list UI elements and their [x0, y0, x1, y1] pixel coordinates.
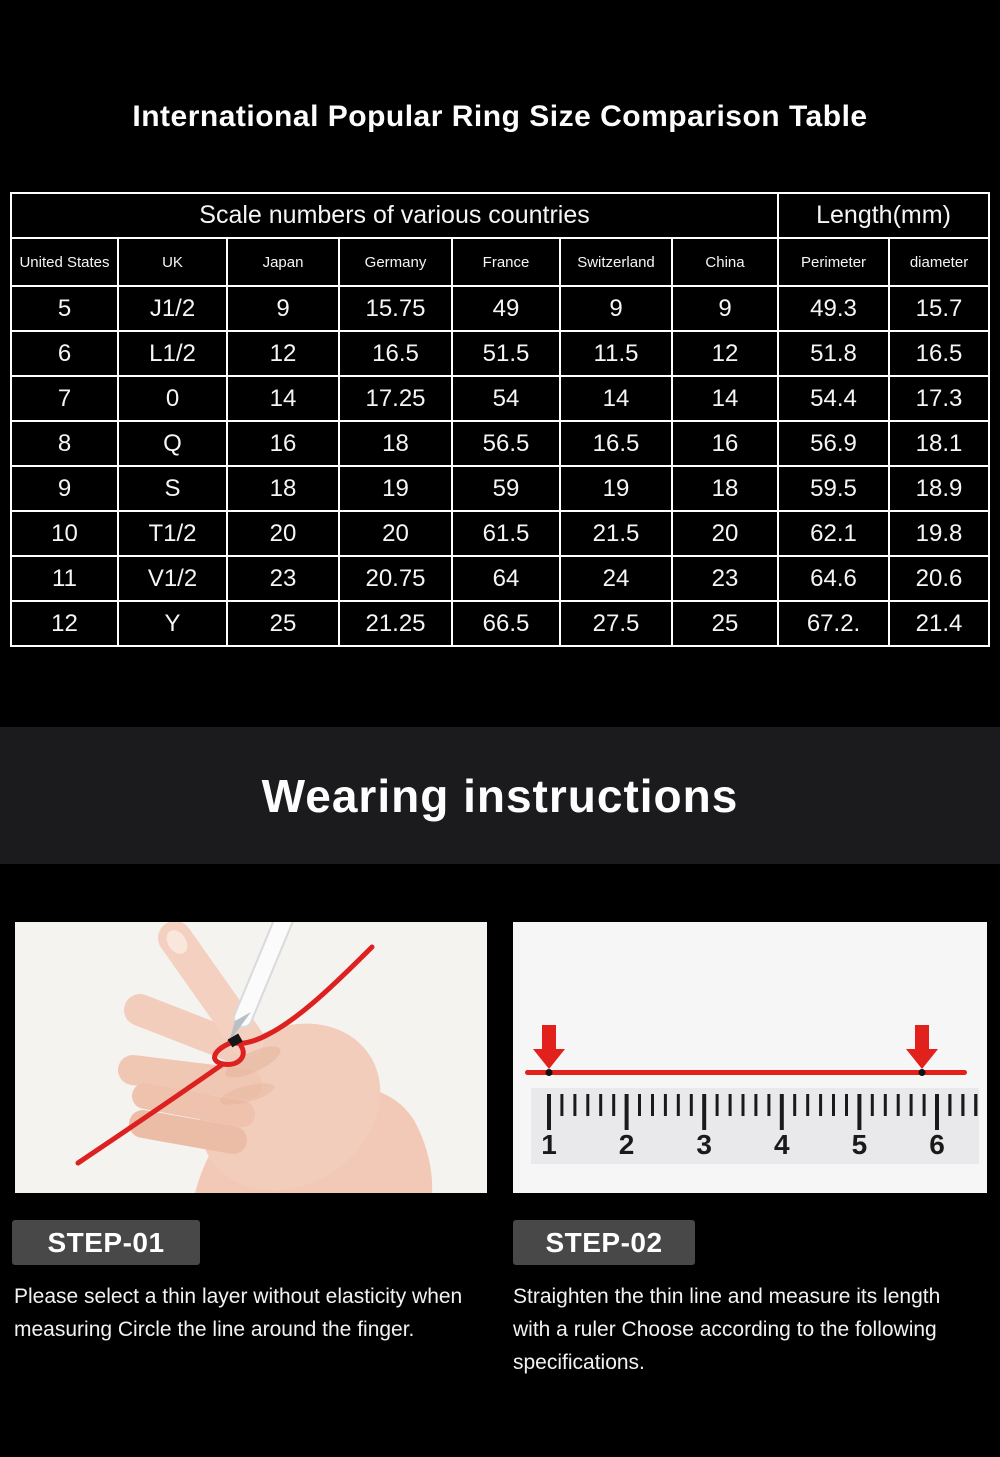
table-cell: 19 — [339, 466, 452, 511]
table-cell: 21.25 — [339, 601, 452, 646]
group-header-countries: Scale numbers of various countries — [11, 193, 778, 238]
ruler-number: 2 — [618, 1129, 635, 1160]
table-cell: T1/2 — [118, 511, 227, 556]
table-cell: 19 — [560, 466, 672, 511]
table-cell: 9 — [672, 286, 778, 331]
step-01-description: Please select a thin layer without elasticity when measuring Circle the line around the finger. — [14, 1285, 463, 1341]
table-cell: 11 — [11, 556, 118, 601]
table-cell: 12 — [11, 601, 118, 646]
table-cell: 23 — [672, 556, 778, 601]
table-cell: Q — [118, 421, 227, 466]
table-cell: 0 — [118, 376, 227, 421]
table-cell: 7 — [11, 376, 118, 421]
ring-size-table — [10, 192, 990, 647]
table-cell: Y — [118, 601, 227, 646]
table-cell: 20 — [672, 511, 778, 556]
table-cell: J1/2 — [118, 286, 227, 331]
table-cell: S — [118, 466, 227, 511]
ruler-illustration-svg — [513, 922, 987, 1193]
table-cell: 18.9 — [889, 466, 989, 511]
table-cell: 14 — [672, 376, 778, 421]
table-row — [11, 601, 989, 646]
col-header: France — [452, 238, 560, 286]
table-cell: 23 — [227, 556, 339, 601]
table-cell: 24 — [560, 556, 672, 601]
table-row — [11, 376, 989, 421]
table-cell: 54 — [452, 376, 560, 421]
table-cell: 56.9 — [778, 421, 889, 466]
table-cell: 18 — [339, 421, 452, 466]
table-group-header-row — [11, 193, 989, 238]
table-column-header-row — [11, 238, 989, 286]
table-cell: 18 — [672, 466, 778, 511]
table-cell: 67.2. — [778, 601, 889, 646]
ruler-number: 1 — [541, 1129, 557, 1160]
page-title: International Popular Ring Size Comparison Table — [132, 100, 868, 133]
step-02-description: Straighten the thin line and measure its length with a ruler Choose according to the following specifications. — [513, 1285, 941, 1374]
table-row — [11, 511, 989, 556]
table-cell: V1/2 — [118, 556, 227, 601]
table-cell: 51.5 — [452, 331, 560, 376]
table-cell: 54.4 — [778, 376, 889, 421]
table-cell: 6 — [11, 331, 118, 376]
ruler-number: 3 — [696, 1129, 712, 1160]
table-cell: 14 — [227, 376, 339, 421]
table-cell: 64 — [452, 556, 560, 601]
table-cell: 27.5 — [560, 601, 672, 646]
table-cell: 25 — [672, 601, 778, 646]
table-cell: 59.5 — [778, 466, 889, 511]
step-01-label: STEP-01 — [47, 1226, 165, 1258]
table-cell: 9 — [227, 286, 339, 331]
table-cell: 15.7 — [889, 286, 989, 331]
hand-string-pen-photo — [15, 922, 487, 1193]
ruler-number: 6 — [929, 1129, 945, 1160]
table-cell: 16.5 — [889, 331, 989, 376]
table-cell: 10 — [11, 511, 118, 556]
table-cell: 11.5 — [560, 331, 672, 376]
table-cell: 19.8 — [889, 511, 989, 556]
table-cell: 64.6 — [778, 556, 889, 601]
col-header: Japan — [227, 238, 339, 286]
table-cell: 20.75 — [339, 556, 452, 601]
hand-illustration-svg — [15, 922, 487, 1193]
col-header: diameter — [889, 238, 989, 286]
table-cell: 16.5 — [560, 421, 672, 466]
table-cell: 66.5 — [452, 601, 560, 646]
ruler-number: 5 — [851, 1129, 868, 1160]
table-cell: 51.8 — [778, 331, 889, 376]
ruler-with-arrows — [513, 922, 987, 1193]
table-cell: 16 — [672, 421, 778, 466]
col-header: China — [672, 238, 778, 286]
table-cell: 17.3 — [889, 376, 989, 421]
table-cell: 49.3 — [778, 286, 889, 331]
section-band — [0, 727, 1000, 864]
step-01-badge — [12, 1220, 200, 1265]
table-cell: 14 — [560, 376, 672, 421]
table-cell: 56.5 — [452, 421, 560, 466]
table-row — [11, 421, 989, 466]
col-header: UK — [118, 238, 227, 286]
table-cell: 20 — [339, 511, 452, 556]
table-cell: 15.75 — [339, 286, 452, 331]
section-title: Wearing instructions — [261, 769, 739, 822]
table-row — [11, 556, 989, 601]
table-cell: 8 — [11, 421, 118, 466]
table-cell: 21.4 — [889, 601, 989, 646]
table-cell: 49 — [452, 286, 560, 331]
table-row — [11, 331, 989, 376]
table-cell: L1/2 — [118, 331, 227, 376]
col-header: United States — [11, 238, 118, 286]
group-header-length: Length(mm) — [778, 193, 989, 238]
table-cell: 16.5 — [339, 331, 452, 376]
table-cell: 17.25 — [339, 376, 452, 421]
table-cell: 18 — [227, 466, 339, 511]
table-cell: 25 — [227, 601, 339, 646]
table-cell: 9 — [560, 286, 672, 331]
table-cell: 5 — [11, 286, 118, 331]
step-02-badge — [513, 1220, 695, 1265]
table-cell: 20.6 — [889, 556, 989, 601]
table-cell: 12 — [672, 331, 778, 376]
table-cell: 12 — [227, 331, 339, 376]
col-header: Germany — [339, 238, 452, 286]
table-cell: 18.1 — [889, 421, 989, 466]
table-cell: 59 — [452, 466, 560, 511]
col-header: Perimeter — [778, 238, 889, 286]
col-header: Switzerland — [560, 238, 672, 286]
table-cell: 9 — [11, 466, 118, 511]
ruler-number: 4 — [774, 1129, 790, 1160]
table-cell: 20 — [227, 511, 339, 556]
table-cell: 61.5 — [452, 511, 560, 556]
table-cell: 21.5 — [560, 511, 672, 556]
table-row — [11, 286, 989, 331]
table-cell: 62.1 — [778, 511, 889, 556]
table-cell: 16 — [227, 421, 339, 466]
table-row — [11, 466, 989, 511]
step-02-label: STEP-02 — [545, 1226, 663, 1258]
